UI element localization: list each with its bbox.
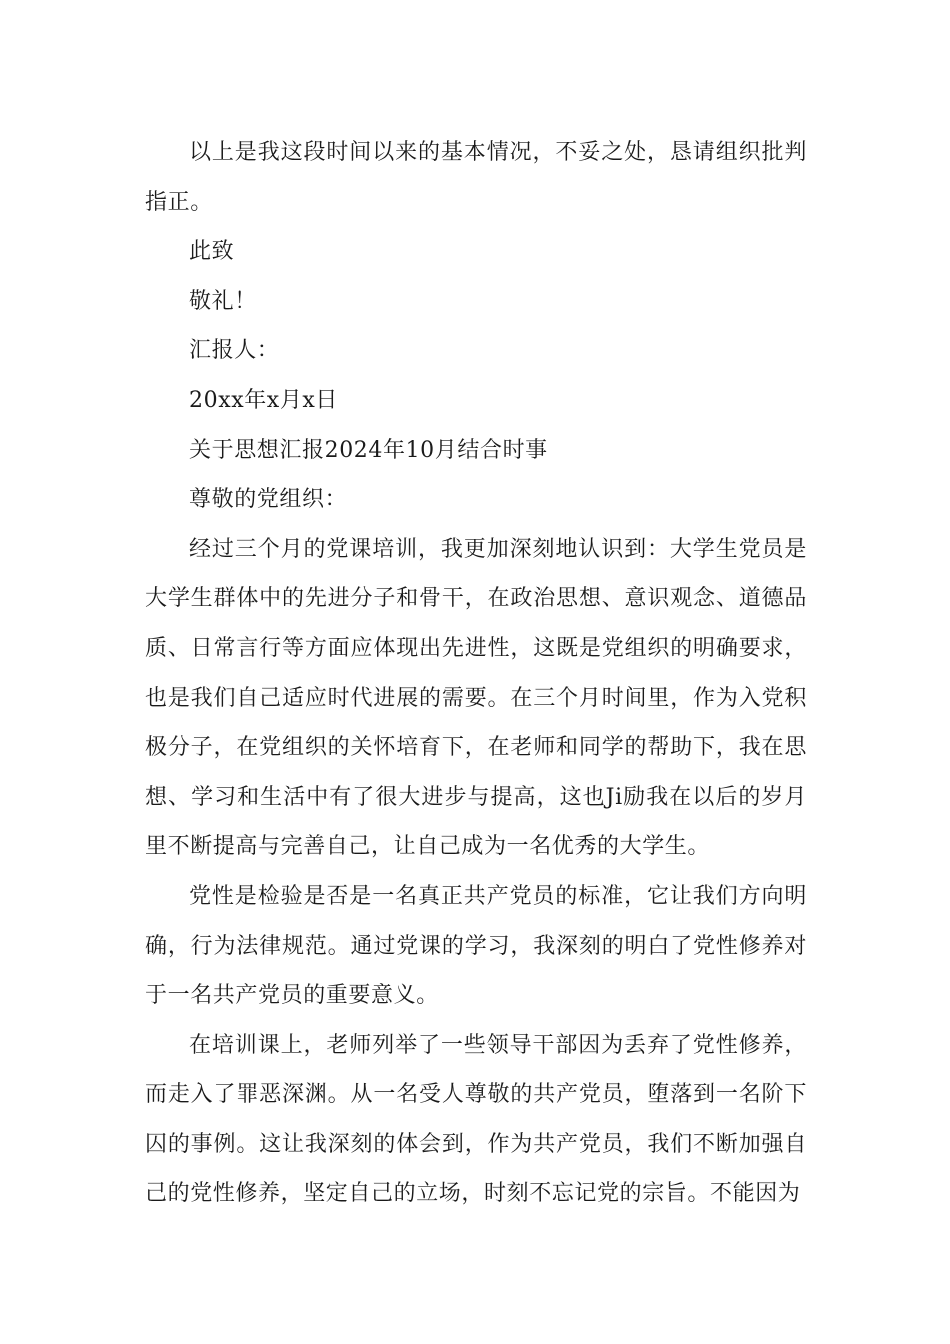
paragraph-date: 20xx年x月x日 bbox=[189, 387, 339, 413]
paragraph-body-3: 在培训课上，老师列举了一些领导干部因为丢弃了党性修养，而走入了罪恶深渊。从一名受人尊敬的共产党员，堕落到一名阶下囚的事例。这让我深刻的体会到，作为共产党员，我们不断加强自己的党性修养，坚定自己的立场，时刻不忘记党的宗旨。不能因为 bbox=[145, 1032, 807, 1207]
paragraph-salutation-cizhi: 此致 bbox=[189, 239, 235, 265]
paragraph-greeting: 尊敬的党组织： bbox=[189, 487, 348, 513]
paragraph-closing-summary: 以上是我这段时间以来的基本情况，不妥之处，恳请组织批判指正。 bbox=[145, 140, 807, 215]
paragraph-body-1: 经过三个月的党课培训，我更加深刻地认识到：大学生党员是大学生群体中的先进分子和骨干，在政治思想、意识观念、道德品质、日常言行等方面应体现出先进性，这既是党组织的明确要求，也是我们自己适应时代进展的需要。在三个月时间里，作为入党积极分子，在党组织的关怀培育下，在老师和同学的帮助下，我在思想、学习和生活中有了很大进步与提高，这也Ji励我在以后的岁月里不断提高与完善自己，让自己成为一名优秀的大学生。 bbox=[145, 536, 807, 860]
paragraph-body-2: 党性是检验是否是一名真正共产党员的标准，它让我们方向明确，行为法律规范。通过党课的学习，我深刻的明白了党性修养对于一名共产党员的重要意义。 bbox=[145, 883, 807, 1009]
document-body bbox=[145, 128, 807, 1219]
paragraph-title: 关于思想汇报2024年10月结合时事 bbox=[189, 437, 548, 463]
paragraph-salutation-jingli: 敬礼！ bbox=[189, 288, 257, 314]
paragraph-reporter: 汇报人： bbox=[189, 338, 280, 364]
